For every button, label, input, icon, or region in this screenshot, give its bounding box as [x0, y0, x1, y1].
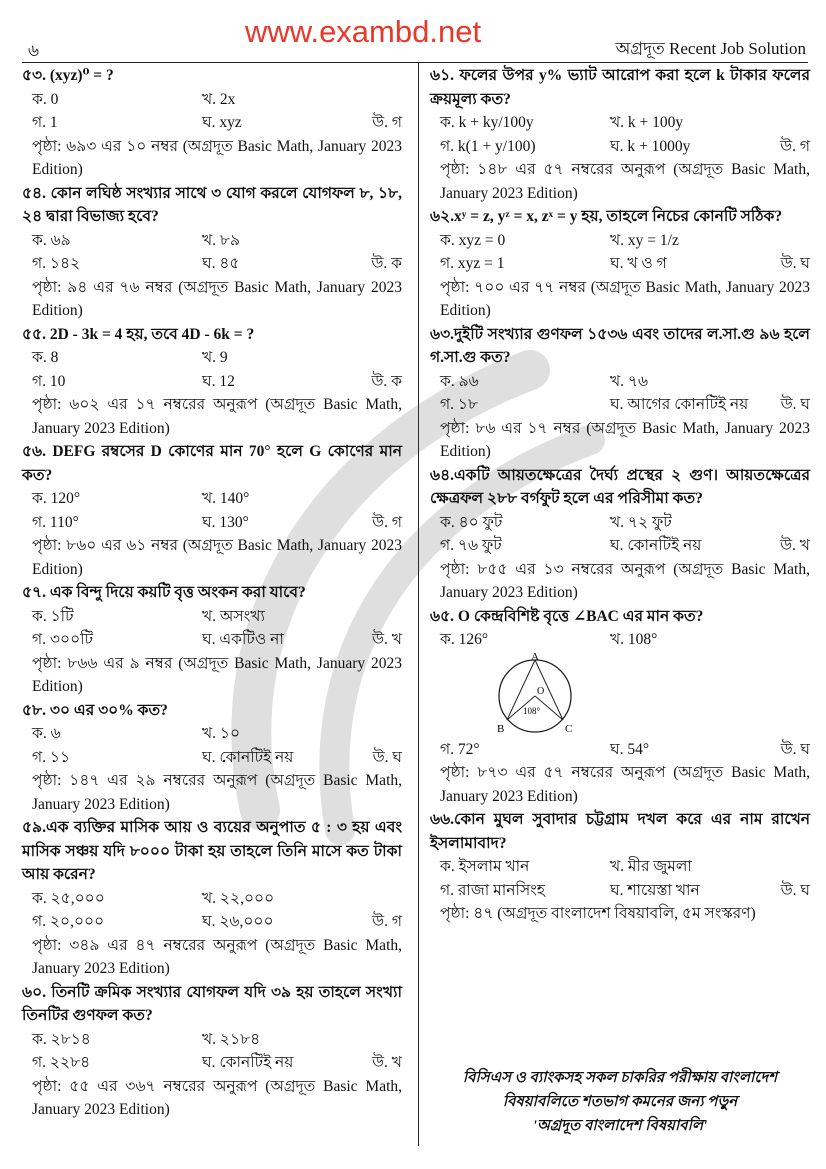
options-row-2 — [22, 746, 402, 770]
option-kha: খ. ১০ — [202, 725, 241, 742]
option-gha: ঘ. 130° — [202, 513, 249, 531]
options-row-1 — [22, 88, 402, 112]
options-row-1 — [22, 722, 402, 746]
option-gha: ঘ. 54° — [610, 740, 650, 758]
circle-figure — [430, 652, 810, 738]
page-number: ৬ — [28, 41, 40, 60]
question-block — [430, 464, 810, 605]
options-row-1 — [430, 111, 810, 135]
question-text: ৫৪. কোন লঘিষ্ঠ সংখ্যার সাথে ৩ যোগ করলে যোগফল ৮, ১৮, ২৪ দ্বারা বিভাজ্য হবে? — [22, 184, 402, 225]
label-o: O — [537, 685, 545, 697]
option-ga: গ. ২২৮৪ — [32, 1054, 91, 1071]
reference-note: পৃষ্ঠা: ৮৬ এর ১৭ নম্বর (অগ্রদূত Basic Math, January 2023 Edition) — [440, 419, 810, 460]
option-kha: খ. xy = 1/z — [610, 231, 679, 249]
answer: উ. গ — [372, 913, 402, 930]
question-text: ৫৯.এক ব্যক্তির মাসিক আয় ও ব্যয়ের অনুপাত ৫ : ৩ হয় এবং মাসিক সঞ্চয় যদি ৮০০০ টাকা হয় তাহলে তিনি মাসে কত টাকা আয় করেন? — [22, 819, 402, 883]
option-ka: ক. k + ky/100y — [440, 114, 534, 131]
question-text: ৬৪.একটি আয়তক্ষেত্রের দৈর্ঘ্য প্রস্থের ২ গুণ। আয়তক্ষেত্রের ক্ষেত্রফল ২৮৮ বর্গফুট হলে এর পরিসীমা কত? — [430, 466, 810, 507]
option-kha: খ. অসংখ্য — [202, 607, 265, 625]
promo-line-1: বিসিএস ও ব্যাংকসহ সকল চাকরির পরীক্ষায় বাংলাদেশ — [462, 1070, 778, 1086]
option-ka: ক. ৬৯ — [32, 231, 71, 249]
reference-note: পৃষ্ঠা: ১৪৮ এর ৫৭ নম্বরের অনুরূপ (অগ্রদূত Basic Math, January 2023 Edition) — [440, 161, 810, 202]
options-row-1 — [22, 229, 402, 253]
answer: উ. ঘ — [372, 748, 402, 766]
option-gha: ঘ. একটিও না — [202, 631, 284, 648]
options-row-1 — [22, 346, 402, 370]
option-ga: গ. ১৮ — [440, 396, 479, 413]
question-text: ৬১. ফলের উপর y% ভ্যাট আরোপ করা হলে k টাকার ফলের ক্রয়মূল্য কত? — [430, 67, 810, 108]
options-row-1 — [22, 605, 402, 629]
option-ka: ক. 120° — [32, 490, 81, 507]
options-row-2 — [22, 910, 402, 934]
option-ka: ক. ৬ — [32, 725, 61, 742]
question-text: ৫৬. DEFG রম্বসের D কোণের মান 70° হলে G কোণের মান কত? — [22, 443, 402, 484]
label-a: A — [531, 651, 539, 663]
answer: উ. ঘ — [780, 396, 810, 413]
options-row-1 — [22, 1028, 402, 1052]
options-row-1 — [22, 887, 402, 911]
option-kha: খ. ৭২ ফুট — [610, 513, 672, 531]
options-row-1 — [22, 487, 402, 511]
options-row-2 — [430, 534, 810, 558]
options-row-2 — [22, 1051, 402, 1075]
reference-note: পৃষ্ঠা: ৮৫৫ এর ১৩ নম্বরের অনুরূপ (অগ্রদূত Basic Math, January 2023 Edition) — [440, 560, 810, 601]
option-ga: গ. ৩০০টি — [32, 631, 94, 648]
answer: উ. ঘ — [780, 881, 810, 899]
answer: উ. ক — [371, 255, 402, 272]
reference-note: পৃষ্ঠা: ৮৬০ এর ৬১ নম্বর (অগ্রদূত Basic Math, January 2023 Edition) — [32, 537, 402, 578]
running-title: অগ্রদূত Recent Job Solution — [615, 39, 806, 58]
question-block — [430, 64, 810, 205]
option-ka: ক. ৯৬ — [440, 372, 479, 390]
option-kha: খ. ৭৬ — [610, 372, 649, 390]
option-ka: ক. 8 — [32, 349, 59, 366]
reference-note: পৃষ্ঠা: ৯৪ এর ৭৬ নম্বর (অগ্রদূত Basic Math, January 2023 Edition) — [32, 278, 402, 319]
option-gha: ঘ. কোনটিই নয় — [202, 748, 294, 766]
options-row-2 — [430, 393, 810, 417]
question-text: ৫৩. (xyz)⁰ = ? — [22, 67, 114, 84]
answer: উ. ঘ — [780, 740, 810, 758]
question-block — [22, 699, 402, 817]
answer: উ. খ — [371, 631, 402, 648]
reference-note: পৃষ্ঠা: ৬০২ এর ১৭ নম্বরের অনুরূপ (অগ্রদূত Basic Math, January 2023 Edition) — [32, 396, 402, 437]
option-ka: ক. ৪০ ফুট — [440, 513, 503, 531]
question-text: ৬৩.দুইটি সংখ্যার গুণফল ১৫৩৬ এবং তাদের ল.সা.গু ৯৬ হলে গ.সা.গু কত? — [430, 325, 810, 366]
answer: উ. খ — [371, 1054, 402, 1071]
option-kha: খ. ৮৯ — [202, 231, 241, 249]
options-row-1 — [430, 229, 810, 253]
option-ga: গ. xyz = 1 — [440, 255, 505, 272]
option-ga: গ. ২০,০০০ — [32, 913, 105, 930]
question-text: ৬৫. O কেন্দ্রবিশিষ্ট বৃত্তে ∠BAC এর মান কত? — [430, 607, 704, 625]
options-row-2 — [22, 511, 402, 535]
option-kha: খ. মীর জুমলা — [610, 858, 692, 875]
option-kha: খ. k + 100y — [610, 114, 684, 131]
options-row-2 — [430, 738, 810, 762]
options-row-1 — [430, 511, 810, 535]
question-text: ৬৬.কোন মুঘল সুবাদার চট্টগ্রাম দখল করে এর নাম রাখেন ইসলামাবাদ? — [430, 811, 810, 852]
answer: উ. ঘ — [780, 255, 810, 272]
option-ga: গ. 110° — [32, 513, 79, 531]
angle-label: 108° — [523, 705, 541, 716]
left-column — [22, 64, 402, 1122]
option-kha: খ. ২১৮৪ — [202, 1030, 261, 1048]
question-block — [22, 981, 402, 1122]
answer: উ. গ — [780, 137, 810, 155]
reference-note: পৃষ্ঠা: ৬৯৩ এর ১০ নম্বর (অগ্রদূত Basic Math, January 2023 Edition) — [32, 137, 402, 178]
option-ga: গ. ১৪২ — [32, 255, 81, 272]
answer: উ. ক — [371, 372, 402, 390]
reference-note: পৃষ্ঠা: ৪৭ (অগ্রদূত বাংলাদেশ বিষয়াবলি, ৫ম সংস্করণ) — [440, 905, 756, 922]
answer: উ. খ — [779, 537, 810, 554]
answer: উ. গ — [372, 513, 402, 531]
options-row-2 — [22, 370, 402, 394]
option-gha: ঘ. k + 1000y — [610, 137, 691, 155]
right-column — [430, 64, 810, 926]
options-row-2 — [22, 111, 402, 135]
reference-note: পৃষ্ঠা: ১৪৭ এর ২৯ নম্বরের অনুরূপ (অগ্রদূত Basic Math, January 2023 Edition) — [32, 772, 402, 813]
question-text: ৫৫. 2D - 3k = 4 হয়, তবে 4D - 6k = ? — [22, 325, 255, 343]
option-ga: গ. 72° — [440, 740, 480, 758]
question-block — [22, 581, 402, 699]
question-block — [430, 808, 810, 926]
header-rule — [22, 62, 808, 63]
reference-note: পৃষ্ঠা: ৮৬৬ এর ৯ নম্বর (অগ্রদূত Basic Math, January 2023 Edition) — [32, 654, 402, 695]
circle-diagram — [475, 652, 595, 738]
option-ga: গ. 1 — [32, 114, 58, 131]
options-row-2 — [430, 252, 810, 276]
question-text: ৫৮. ৩০ এর ৩০% কত? — [22, 701, 168, 719]
question-block — [430, 205, 810, 323]
reference-note: পৃষ্ঠা: ৮৭৩ এর ৫৭ নম্বরের অনুরূপ (অগ্রদূত Basic Math, January 2023 Edition) — [440, 764, 810, 805]
option-gha: ঘ. ৪৫ — [202, 255, 240, 272]
options-row-1 — [430, 855, 810, 879]
option-ka: ক. ইসলাম খান — [440, 858, 530, 875]
question-block — [22, 816, 402, 981]
option-gha: ঘ. কোনটিই নয় — [202, 1054, 294, 1071]
option-gha: ঘ. ২৬,০০০ — [202, 913, 274, 930]
option-ga: গ. রাজা মানসিংহ — [440, 881, 546, 899]
option-kha: খ. 2x — [202, 90, 236, 108]
option-ka: ক. ২৮১৪ — [32, 1030, 91, 1048]
option-ga: গ. k(1 + y/100) — [440, 137, 536, 155]
answer: উ. গ — [372, 114, 402, 131]
question-text: ৫৭. এক বিন্দু দিয়ে কয়টি বৃত্ত অংকন করা যাবে? — [22, 584, 306, 601]
option-ga: গ. ১১ — [32, 748, 71, 766]
option-gha: ঘ. xyz — [202, 114, 242, 131]
options-row-1 — [430, 628, 810, 652]
options-row-2 — [22, 252, 402, 276]
option-ka: ক. xyz = 0 — [440, 231, 506, 249]
question-text: ৬২.xʸ = z, yᶻ = x, zˣ = y হয়, তাহলে নিচের কোনটি সঠিক? — [430, 208, 783, 225]
reference-note: পৃষ্ঠা: ৫৫ এর ৩৬৭ নম্বরের অনুরূপ (অগ্রদূত Basic Math, January 2023 Edition) — [32, 1077, 402, 1118]
question-block — [430, 323, 810, 464]
question-block — [430, 605, 810, 809]
option-ka: ক. ২৫,০০০ — [32, 889, 105, 907]
options-row-2 — [22, 628, 402, 652]
option-ka: ক. 126° — [440, 631, 489, 648]
option-gha: ঘ. কোনটিই নয় — [610, 537, 702, 554]
question-block — [22, 440, 402, 581]
reference-note: পৃষ্ঠা: ৭০০ এর ৭৭ নম্বর (অগ্রদূত Basic Math, January 2023 Edition) — [440, 278, 810, 319]
options-row-1 — [430, 370, 810, 394]
option-kha: খ. 9 — [202, 349, 228, 366]
options-row-2 — [430, 879, 810, 903]
options-row-2 — [430, 135, 810, 159]
option-gha: ঘ. খ ও গ — [610, 255, 667, 272]
question-block — [22, 323, 402, 441]
option-ka: ক. 0 — [32, 90, 59, 108]
label-c: C — [565, 722, 573, 735]
promo-line-3: 'অগ্রদূত বাংলাদেশ বিষয়াবলি' — [532, 1118, 708, 1134]
option-kha: খ. 140° — [202, 490, 250, 507]
option-gha: ঘ. 12 — [202, 372, 235, 390]
option-ga: গ. 10 — [32, 372, 66, 390]
question-block — [22, 64, 402, 182]
option-kha: খ. 108° — [610, 631, 658, 648]
label-b: B — [497, 722, 505, 735]
option-ga: গ. ৭৬ ফুট — [440, 537, 502, 554]
reference-note: পৃষ্ঠা: ৩৪৯ এর ৪৭ নম্বরের অনুরূপ (অগ্রদূত Basic Math, January 2023 Edition) — [32, 936, 402, 977]
question-block — [22, 182, 402, 323]
site-watermark-url: www.exambd.net — [245, 14, 482, 49]
promo-line-2: বিষয়াবলিতে শতভাগ কমনের জন্য পড়ুন — [502, 1094, 738, 1110]
option-gha: ঘ. শায়েস্তা খান — [610, 881, 700, 899]
promo-footer — [430, 1066, 810, 1138]
question-text: ৬০. তিনটি ক্রমিক সংখ্যার যোগফল যদি ৩৯ হয় তাহলে সংখ্যা তিনটির গুণফল কত? — [22, 983, 402, 1024]
option-kha: খ. ২২,০০০ — [202, 889, 275, 907]
option-ka: ক. ১টি — [32, 607, 74, 625]
option-gha: ঘ. আগের কোনটিই নয় — [610, 396, 749, 413]
